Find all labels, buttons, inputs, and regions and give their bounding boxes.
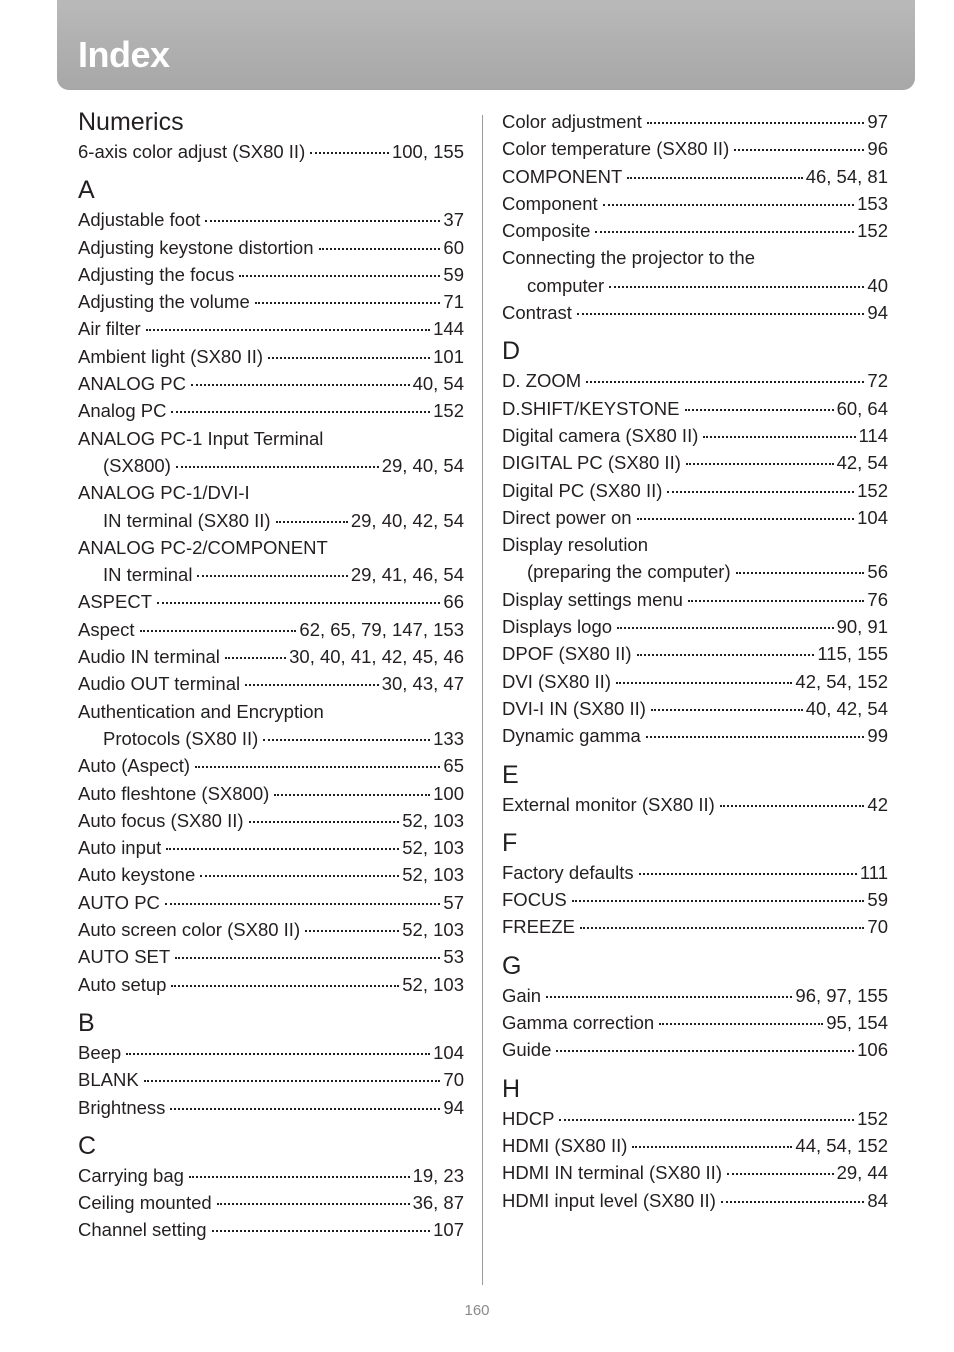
entry-pages: 40, 42, 54 [805, 697, 888, 719]
index-section [78, 174, 464, 998]
index-entry [502, 982, 888, 1009]
index-entry [78, 452, 464, 479]
index-entry [502, 449, 888, 476]
entry-term: Auto screen color (SX80 II) [78, 919, 301, 941]
index-entry [502, 217, 888, 244]
index-entry [78, 698, 464, 725]
dot-leader [688, 586, 864, 602]
dot-leader [617, 613, 834, 629]
index-entry [502, 1132, 888, 1159]
entry-pages: 152 [857, 479, 888, 501]
index-entry [78, 206, 464, 233]
entry-term: 6-axis color adjust (SX80 II) [78, 141, 306, 162]
section-heading: G [502, 951, 522, 980]
dot-leader [667, 477, 854, 493]
dot-leader [249, 807, 400, 823]
page-title: Index [78, 34, 170, 75]
entry-pages: 29, 40, 54 [381, 454, 464, 476]
index-entry [502, 668, 888, 695]
entry-term: Adjusting keystone distortion [78, 236, 314, 258]
dot-leader [170, 1094, 440, 1110]
entry-pages: 46, 54, 81 [805, 165, 888, 187]
dot-leader [720, 791, 865, 807]
index-entry [78, 507, 464, 534]
dot-leader [144, 1066, 441, 1082]
index-entry [502, 1187, 888, 1214]
index-entry [78, 616, 464, 643]
entry-pages: 40, 54 [412, 373, 464, 395]
index-entry [78, 889, 464, 916]
entry-term: Guide [502, 1039, 552, 1061]
dot-leader [171, 397, 430, 413]
entry-pages: 40 [867, 274, 888, 296]
index-entry [502, 1009, 888, 1036]
index-entry [78, 138, 464, 165]
entry-term: ANALOG PC-1/DVI-I [78, 482, 250, 504]
entry-term: Color adjustment [502, 111, 642, 132]
entry-pages: 144 [433, 318, 464, 340]
dot-leader [603, 190, 854, 206]
entry-term: Auto keystone [78, 864, 196, 886]
entry-pages: 44, 54, 152 [795, 1134, 888, 1156]
entry-pages: 152 [857, 1107, 888, 1129]
entry-term: Digital PC (SX80 II) [502, 479, 663, 501]
index-entry [502, 613, 888, 640]
dot-leader [126, 1039, 430, 1055]
dot-leader [171, 971, 399, 987]
entry-term: Connecting the projector to the [502, 247, 755, 269]
index-entry [78, 425, 464, 452]
index-entry [502, 695, 888, 722]
index-entry [502, 244, 888, 271]
index-entry [502, 886, 888, 913]
dot-leader [595, 217, 854, 233]
dot-leader [140, 616, 297, 632]
entry-pages: 37 [443, 209, 464, 231]
entry-pages: 60 [443, 236, 464, 258]
entry-term: BLANK [78, 1069, 139, 1091]
entry-pages: 56 [867, 561, 888, 583]
entry-pages: 52, 103 [402, 809, 464, 831]
entry-pages: 100, 155 [391, 141, 464, 162]
dot-leader [639, 859, 857, 875]
entry-pages: 115, 155 [817, 643, 888, 665]
index-column-left [78, 106, 464, 1244]
index-entry [502, 422, 888, 449]
index-entry [78, 1162, 464, 1189]
entry-pages: 152 [857, 220, 888, 242]
dot-leader [205, 206, 440, 222]
entry-term: (preparing the computer) [527, 561, 731, 583]
dot-leader [189, 1162, 410, 1178]
index-entry [502, 558, 888, 585]
entry-term: Authentication and Encryption [78, 700, 324, 722]
index-entry [502, 586, 888, 613]
entry-term: DVI (SX80 II) [502, 670, 611, 692]
entry-term: Composite [502, 220, 591, 242]
entry-pages: 71 [443, 291, 464, 313]
entry-term: FREEZE [502, 916, 575, 938]
index-entry [78, 1189, 464, 1216]
dot-leader [580, 913, 864, 929]
entry-pages: 90, 91 [836, 616, 888, 638]
dot-leader [197, 561, 347, 577]
index-section [78, 106, 464, 165]
entry-term: DVI-I IN (SX80 II) [502, 697, 646, 719]
entry-pages: 65 [443, 755, 464, 777]
entry-pages: 104 [857, 506, 888, 528]
dot-leader [703, 422, 855, 438]
dot-leader [609, 272, 864, 288]
column-divider [482, 115, 483, 1285]
index-entry [78, 780, 464, 807]
entry-pages: 29, 41, 46, 54 [350, 564, 464, 586]
entry-term: Ceiling mounted [78, 1192, 212, 1214]
entry-pages: 133 [433, 727, 464, 749]
entry-pages: 59 [443, 263, 464, 285]
entry-pages: 60, 64 [836, 397, 888, 419]
entry-term: Auto setup [78, 973, 167, 995]
entry-pages: 42, 54 [836, 452, 888, 474]
entry-pages: 99 [867, 725, 888, 747]
entry-pages: 57 [443, 891, 464, 913]
section-heading: B [78, 1008, 95, 1037]
dot-leader [659, 1009, 823, 1025]
entry-term: DIGITAL PC (SX80 II) [502, 452, 681, 474]
entry-pages: 52, 103 [402, 837, 464, 859]
section-heading: F [502, 828, 518, 857]
entry-pages: 97 [867, 111, 888, 132]
dot-leader [577, 299, 865, 315]
entry-term: Beep [78, 1041, 122, 1063]
index-entry [78, 397, 464, 424]
index-entry [502, 791, 888, 818]
entry-pages: 52, 103 [402, 919, 464, 941]
entry-term: Audio OUT terminal [78, 673, 241, 695]
index-entry [78, 234, 464, 261]
index-entry [78, 971, 464, 998]
entry-term: Display resolution [502, 534, 649, 556]
index-section [502, 950, 888, 1064]
entry-pages: 52, 103 [402, 864, 464, 886]
index-entry [78, 261, 464, 288]
entry-term: HDMI input level (SX80 II) [502, 1189, 716, 1211]
index-entry [502, 163, 888, 190]
dot-leader [212, 1216, 431, 1232]
dot-leader [146, 315, 430, 331]
dot-leader [268, 343, 430, 359]
index-entry [78, 1216, 464, 1243]
index-entry [78, 479, 464, 506]
index-entry [78, 807, 464, 834]
entry-pages: 29, 44 [836, 1162, 888, 1184]
section-heading: C [78, 1131, 97, 1160]
entry-pages: 107 [433, 1219, 464, 1241]
index-entry [78, 534, 464, 561]
index-entry [502, 272, 888, 299]
entry-pages: 72 [867, 370, 888, 392]
index-entry [78, 861, 464, 888]
entry-pages: 152 [433, 400, 464, 422]
index-entry [78, 588, 464, 615]
entry-term: AUTO PC [78, 891, 160, 913]
index-entry [78, 370, 464, 397]
index-entry [502, 859, 888, 886]
dot-leader [319, 234, 441, 250]
dot-leader [721, 1187, 865, 1203]
entry-pages: 94 [443, 1096, 464, 1118]
entry-term: Contrast [502, 302, 572, 324]
index-entry [502, 299, 888, 326]
entry-term: Gamma correction [502, 1012, 655, 1034]
dot-leader [175, 943, 440, 959]
page-header [57, 0, 915, 90]
dot-leader [556, 1036, 854, 1052]
entry-term: COMPONENT [502, 165, 623, 187]
dot-leader [245, 670, 379, 686]
entry-pages: 62, 65, 79, 147, 153 [299, 618, 464, 640]
dot-leader [646, 722, 865, 738]
entry-term: HDMI (SX80 II) [502, 1134, 628, 1156]
dot-leader [195, 752, 440, 768]
dot-leader [685, 395, 834, 411]
entry-pages: 42, 54, 152 [795, 670, 888, 692]
entry-term: ANALOG PC [78, 373, 186, 395]
dot-leader [572, 886, 865, 902]
dot-leader [647, 108, 865, 124]
dot-leader [637, 640, 815, 656]
entry-pages: 29, 40, 42, 54 [350, 509, 464, 531]
dot-leader [651, 695, 803, 711]
entry-term: Direct power on [502, 506, 632, 528]
dot-leader [263, 725, 430, 741]
index-entry [502, 367, 888, 394]
index-entry [502, 108, 888, 135]
index-entry [502, 395, 888, 422]
index-entry [78, 752, 464, 779]
entry-pages: 66 [443, 591, 464, 613]
entry-pages: 52, 103 [402, 973, 464, 995]
entry-pages: 19, 23 [412, 1164, 464, 1186]
entry-term: Gain [502, 984, 542, 1006]
entry-term: D.SHIFT/KEYSTONE [502, 397, 680, 419]
index-entry [78, 834, 464, 861]
section-heading: E [502, 760, 519, 789]
section-heading: Numerics [78, 108, 184, 136]
entry-term: IN terminal (SX80 II) [103, 509, 271, 531]
entry-term: Component [502, 192, 598, 214]
dot-leader [559, 1105, 854, 1121]
index-entry [78, 315, 464, 342]
entry-pages: 95, 154 [826, 1012, 888, 1034]
dot-leader [166, 834, 399, 850]
entry-term: Factory defaults [502, 861, 634, 883]
dot-leader [734, 135, 864, 151]
index-entry [502, 531, 888, 558]
entry-pages: 53 [443, 946, 464, 968]
index-entry [78, 643, 464, 670]
section-heading: H [502, 1074, 521, 1103]
index-column-right [502, 108, 888, 1214]
dot-leader [276, 507, 348, 523]
dot-leader [217, 1189, 410, 1205]
dot-leader [176, 452, 379, 468]
section-heading: A [78, 176, 95, 205]
entry-term: Analog PC [78, 400, 167, 422]
entry-pages: 42 [867, 793, 888, 815]
entry-term: Dynamic gamma [502, 725, 641, 747]
dot-leader [686, 449, 834, 465]
dot-leader [310, 138, 389, 154]
index-entry [502, 135, 888, 162]
entry-term: ANALOG PC-2/COMPONENT [78, 536, 328, 558]
entry-pages: 106 [857, 1039, 888, 1061]
dot-leader [165, 889, 441, 905]
entry-pages: 100 [433, 782, 464, 804]
index-entry [502, 504, 888, 531]
entry-term: ANALOG PC-1 Input Terminal [78, 427, 324, 449]
dot-leader [305, 916, 399, 932]
dot-leader [616, 668, 792, 684]
entry-term: HDCP [502, 1107, 555, 1129]
entry-term: computer [527, 274, 605, 296]
index-section [502, 335, 888, 749]
index-section [78, 1007, 464, 1121]
index-entry [502, 1036, 888, 1063]
entry-term: (SX800) [103, 454, 171, 476]
entry-term: Brightness [78, 1096, 166, 1118]
index-entry [502, 1159, 888, 1186]
entry-pages: 76 [867, 588, 888, 610]
index-section [502, 108, 888, 326]
section-heading: D [502, 337, 521, 366]
entry-term: Color temperature (SX80 II) [502, 138, 730, 160]
entry-term: HDMI IN terminal (SX80 II) [502, 1162, 722, 1184]
entry-term: IN terminal [103, 564, 193, 586]
entry-pages: 101 [433, 345, 464, 367]
entry-pages: 30, 43, 47 [381, 673, 464, 695]
entry-term: External monitor (SX80 II) [502, 793, 715, 815]
index-entry [78, 1066, 464, 1093]
entry-term: AUTO SET [78, 946, 171, 968]
index-entry [78, 1094, 464, 1121]
index-entry [502, 913, 888, 940]
dot-leader [274, 780, 430, 796]
index-entry [78, 670, 464, 697]
entry-pages: 30, 40, 41, 42, 45, 46 [289, 646, 464, 668]
index-section [502, 1073, 888, 1214]
dot-leader [157, 588, 440, 604]
entry-pages: 104 [433, 1041, 464, 1063]
entry-term: D. ZOOM [502, 370, 582, 392]
entry-pages: 114 [858, 424, 888, 446]
entry-term: Display settings menu [502, 588, 683, 610]
dot-leader [225, 643, 286, 659]
entry-term: FOCUS [502, 889, 567, 911]
entry-term: ASPECT [78, 591, 153, 613]
index-entry [502, 477, 888, 504]
entry-pages: 36, 87 [412, 1192, 464, 1214]
dot-leader [546, 982, 792, 998]
entry-term: Adjustable foot [78, 209, 201, 231]
index-entry [78, 916, 464, 943]
index-entry [78, 561, 464, 588]
entry-term: DPOF (SX80 II) [502, 643, 632, 665]
dot-leader [637, 504, 855, 520]
index-entry [502, 1105, 888, 1132]
entry-pages: 59 [867, 889, 888, 911]
entry-pages: 84 [867, 1189, 888, 1211]
dot-leader [200, 861, 399, 877]
entry-term: Auto input [78, 837, 162, 859]
entry-term: Air filter [78, 318, 141, 340]
entry-term: Protocols (SX80 II) [103, 727, 259, 749]
dot-leader [586, 367, 864, 383]
entry-term: Auto focus (SX80 II) [78, 809, 244, 831]
index-entry [78, 343, 464, 370]
dot-leader [727, 1159, 834, 1175]
index-entry [78, 288, 464, 315]
entry-pages: 96 [867, 138, 888, 160]
entry-pages: 70 [443, 1069, 464, 1091]
index-entry [502, 640, 888, 667]
dot-leader [255, 288, 441, 304]
dot-leader [627, 163, 802, 179]
entry-term: Ambient light (SX80 II) [78, 345, 264, 367]
entry-term: Aspect [78, 618, 135, 640]
index-entry [78, 943, 464, 970]
index-entry [502, 190, 888, 217]
index-section [78, 1130, 464, 1244]
entry-pages: 94 [867, 302, 888, 324]
entry-term: Channel setting [78, 1219, 207, 1241]
entry-term: Adjusting the focus [78, 263, 235, 285]
index-entry [78, 1039, 464, 1066]
dot-leader [239, 261, 440, 277]
entry-term: Carrying bag [78, 1164, 184, 1186]
entry-pages: 70 [867, 916, 888, 938]
page-number: 160 [464, 1302, 490, 1319]
entry-pages: 153 [857, 192, 888, 214]
entry-pages: 111 [859, 861, 888, 883]
dot-leader [736, 558, 865, 574]
entry-term: Audio IN terminal [78, 646, 220, 668]
entry-pages: 96, 97, 155 [795, 984, 888, 1006]
entry-term: Digital camera (SX80 II) [502, 424, 699, 446]
entry-term: Auto (Aspect) [78, 755, 191, 777]
index-entry [502, 722, 888, 749]
index-section [502, 827, 888, 941]
index-entry [78, 725, 464, 752]
entry-term: Adjusting the volume [78, 291, 250, 313]
dot-leader [191, 370, 410, 386]
index-section [502, 759, 888, 818]
dot-leader [632, 1132, 792, 1148]
entry-term: Auto fleshtone (SX800) [78, 782, 270, 804]
entry-term: Displays logo [502, 616, 613, 638]
